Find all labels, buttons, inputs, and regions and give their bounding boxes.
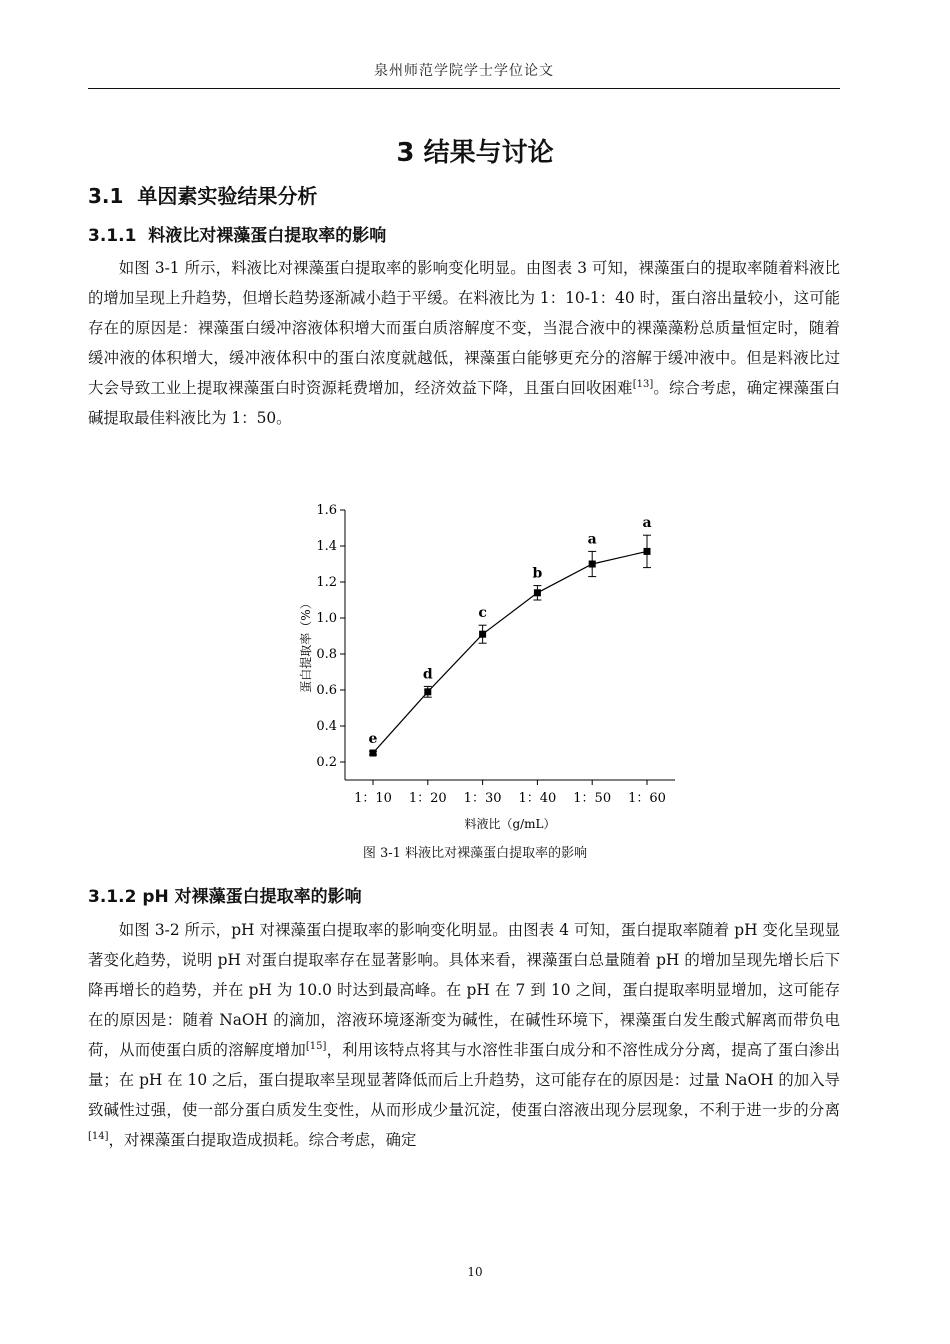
subsection-heading-1 (88, 221, 386, 246)
significance-label: b (532, 565, 543, 582)
series-line (373, 551, 647, 753)
y-tick-label: 1.6 (316, 503, 337, 518)
paragraph-text: ，利用该特点将其与水溶性非蛋白成分和不溶性成分分离，提高了蛋白渗出量；在 pH 在 10 之后，蛋白提取率呈现显著降低而后上升趋势，这可能存在的原因是：过量 NaOH 的加入导致碱性过强，使一部分蛋白质发生变性，从而形成少量沉淀，使蛋白溶液出现分层现象，不利于进一步的分离 (88, 1041, 840, 1119)
y-axis-title: 蛋白提取率（%） (299, 597, 313, 693)
x-tick-label: 1：10 (354, 791, 392, 806)
page-header (88, 60, 840, 89)
x-tick-label: 1：60 (628, 791, 666, 806)
section-title: 单因素实验结果分析 (137, 184, 318, 208)
paragraph-text: 如图 3-2 所示，pH 对裸藻蛋白提取率的影响变化明显。由图表 4 可知，蛋白提取率随着 pH 变化呈现显著变化趋势，说明 pH 对蛋白提取率存在显著影响。具体来看，裸藻蛋白总量随着 pH 的增加呈现先增长后下降再增长的趋势，并在 pH 为 10.0 时达到最高峰。在 pH 在 7 到 10 之间，蛋白提取率明显增加，这可能存在的原因是：随着 NaOH 的滴加，溶液环境逐渐变为碱性，在碱性环境下，裸藻蛋白发生酸式解离而带负电荷，从而使蛋白质的溶解度增加 (88, 921, 840, 1059)
data-point (424, 688, 431, 695)
data-point (370, 750, 377, 757)
subsection-heading-2 (88, 882, 362, 907)
data-point (644, 548, 651, 555)
y-tick-label: 0.6 (316, 683, 337, 698)
significance-label: a (587, 531, 597, 548)
significance-label: c (478, 605, 487, 622)
subsection-number: 3.1.1 (88, 226, 137, 246)
significance-label: a (642, 515, 652, 532)
paragraph-1 (88, 253, 840, 433)
y-tick-label: 1.0 (316, 611, 337, 626)
y-tick-label: 0.8 (316, 647, 337, 662)
significance-label: e (368, 731, 378, 748)
figure-caption: 图 3-1 料液比对裸藻蛋白提取率的影响 (362, 846, 588, 861)
x-axis-title: 料液比（g/mL） (464, 817, 556, 831)
x-tick-label: 1：40 (518, 791, 557, 806)
data-point (589, 561, 596, 568)
x-tick-label: 1：30 (463, 791, 502, 806)
section-number: 3.1 (88, 184, 124, 208)
y-tick-label: 0.4 (316, 719, 337, 734)
line-chart (290, 498, 690, 836)
citation: [14] (88, 1130, 109, 1142)
data-point (479, 631, 486, 638)
citation: [13] (632, 378, 654, 390)
y-tick-label: 1.4 (316, 539, 337, 554)
x-tick-label: 1：20 (408, 791, 447, 806)
significance-label: d (422, 666, 433, 683)
subsection-title: pH 对裸藻蛋白提取率的影响 (142, 887, 362, 907)
subsection-title: 料液比对裸藻蛋白提取率的影响 (148, 226, 387, 246)
chapter-title: 3 结果与讨论 (396, 138, 554, 168)
paragraph-text: ，对裸藻蛋白提取造成损耗。综合考虑，确定 (108, 1131, 417, 1149)
paragraph-2 (88, 915, 840, 1155)
paragraph-text: 如图 3-1 所示，料液比对裸藻蛋白提取率的影响变化明显。由图表 3 可知，裸藻蛋白的提取率随着料液比的增加呈现上升趋势，但增长趋势逐渐减小趋于平缓。在料液比为 1：10-1：40 时，蛋白溶出量较小，这可能存在的原因是：裸藻蛋白缓冲溶液体积增大而蛋白质溶解度不变，当混合液中的裸藻藻粉总质量恒定时，随着缓冲液的体积增大，缓冲液体积中的蛋白浓度就越低，裸藻蛋白能够更充分的溶解于缓冲液中。但是料液比过大会导致工业上提取裸藻蛋白时资源耗费增加，经济效益下降，且蛋白回收困难 (88, 259, 840, 397)
subsection-number: 3.1.2 (88, 887, 137, 907)
header-title: 泉州师范学院学士学位论文 (374, 63, 554, 79)
section-heading (88, 180, 317, 209)
y-tick-label: 1.2 (316, 575, 337, 590)
page-number: 10 (467, 1265, 483, 1279)
paragraph-text: 。综合考虑，确定裸藻蛋白碱提取最佳料液比为 1：50。 (88, 379, 840, 427)
data-point (534, 589, 541, 596)
citation: [15] (305, 1040, 327, 1052)
x-tick-label: 1：50 (573, 791, 612, 806)
y-tick-label: 0.2 (316, 755, 337, 770)
